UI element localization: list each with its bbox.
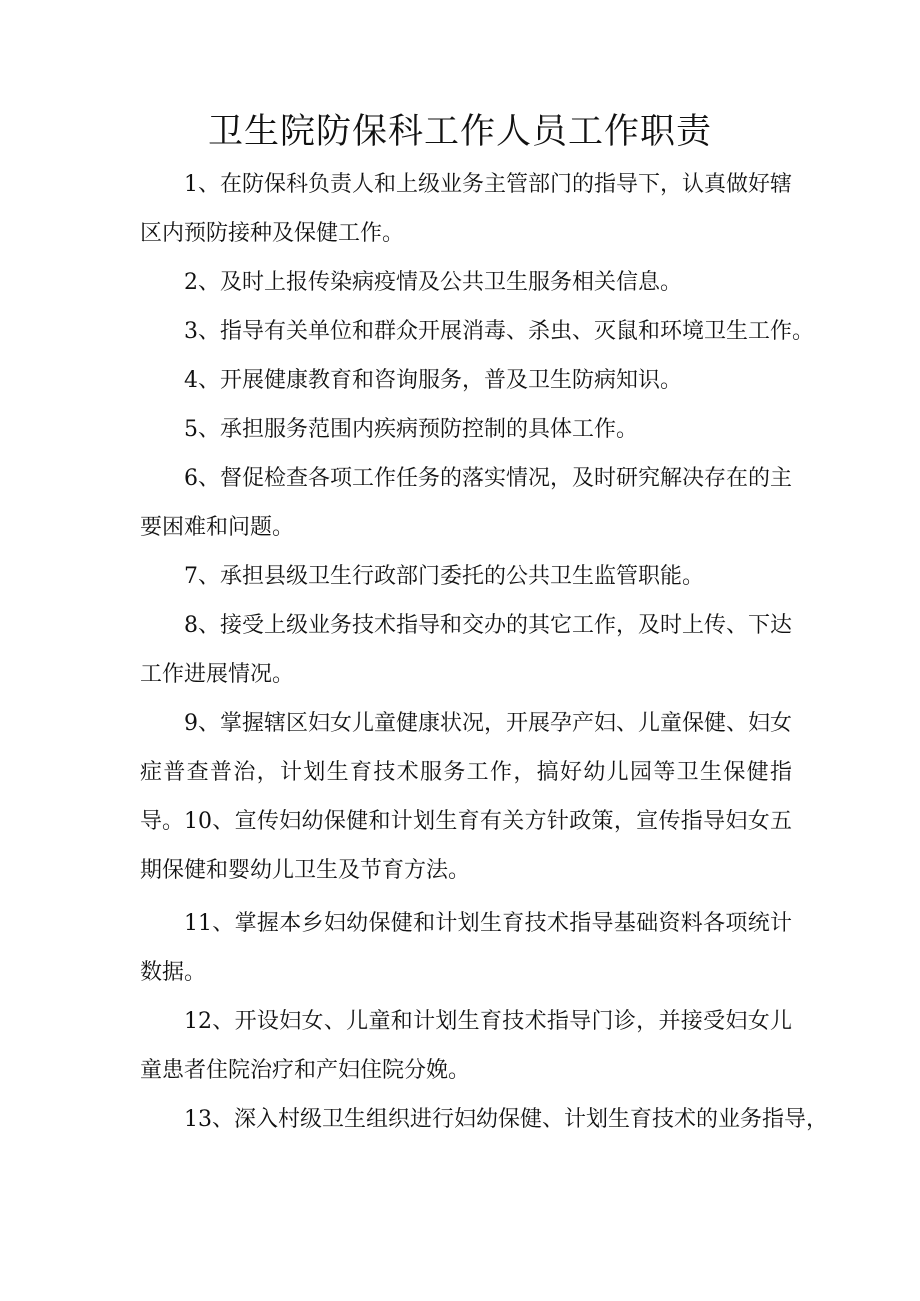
duty-item-8: 8、接受上级业务技术指导和交办的其它工作，及时上传、下达工作进展情况。 xyxy=(140,613,792,687)
duty-item-11: 11、掌握本乡妇幼保健和计划生育技术指导基础资料各项统计数据。 xyxy=(140,911,792,985)
document-title: 卫生院防保科工作人员工作职责 xyxy=(207,112,712,152)
duty-item-10: 10、宣传妇幼保健和计划生育有关方针政策，宣传指导妇女五期保健和婴幼儿卫生及节育方法。 xyxy=(140,809,792,883)
duty-item-9: 9、掌握辖区妇女儿童健康状况，开展孕产妇、儿童保健、妇女症普查普治，计划生育技术服务工作，搞好幼儿园等卫生保健指导。 xyxy=(140,711,792,834)
duty-item-1: 1、在防保科负责人和上级业务主管部门的指导下，认真做好辖区内预防接种及保健工作。 xyxy=(140,172,792,246)
duty-item-13: 13、深入村级卫生组织进行妇幼保健、计划生育技术的业务指导， xyxy=(184,1107,828,1132)
duty-item-3: 3、指导有关单位和群众开展消毒、杀虫、灭鼠和环境卫生工作。 xyxy=(184,319,814,344)
duty-item-4: 4、开展健康教育和咨询服务，普及卫生防病知识。 xyxy=(184,368,682,393)
duty-item-5: 5、承担服务范围内疾病预防控制的具体工作。 xyxy=(184,417,638,442)
duty-item-7: 7、承担县级卫生行政部门委托的公共卫生监管职能。 xyxy=(184,564,704,589)
duty-item-6: 6、督促检查各项工作任务的落实情况，及时研究解决存在的主要困难和问题。 xyxy=(140,466,792,540)
duty-item-2: 2、及时上报传染病疫情及公共卫生服务相关信息。 xyxy=(184,270,682,295)
duty-item-12: 12、开设妇女、儿童和计划生育技术指导门诊，并接受妇女儿童患者住院治疗和产妇住院分娩。 xyxy=(140,1009,792,1083)
